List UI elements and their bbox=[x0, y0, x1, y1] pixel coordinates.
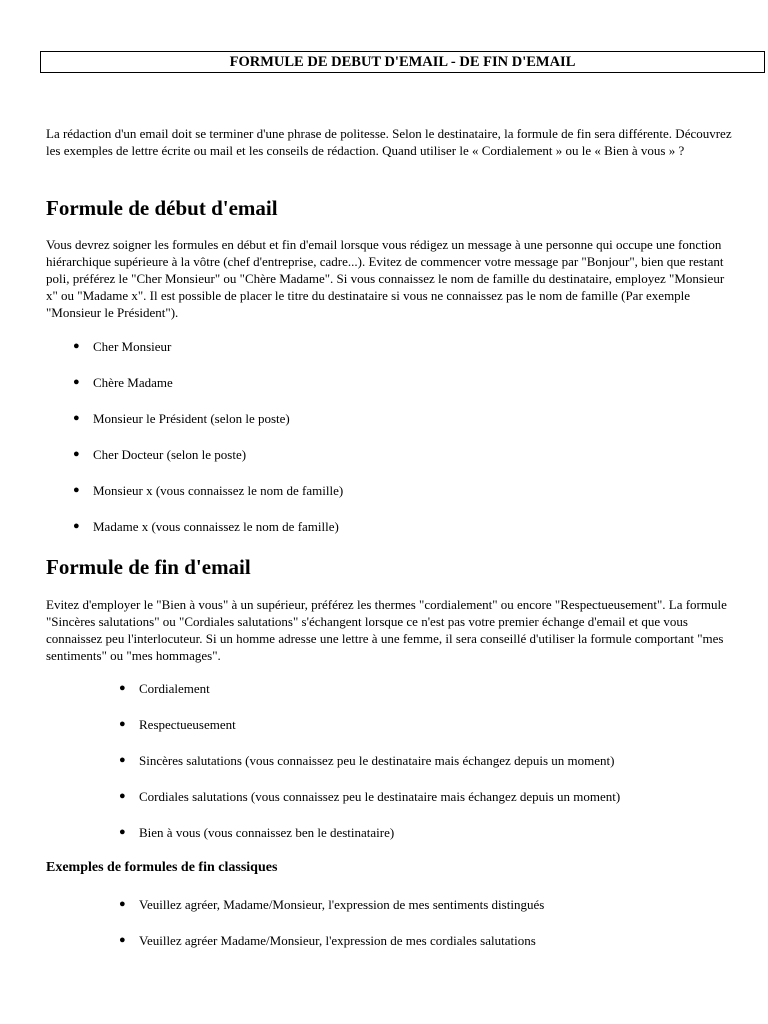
paragraph-formule-fin: Evitez d'employer le "Bien à vous" à un supérieur, préférez les thermes "cordialement" ou encore "Respectueusement". La formule "Sincères salutations" ou "Cordiales salutations" s'échangent lorsque ce n'est pas votre premier échange d'email et que vous connaissez peu l'interlocuteur. Si un homme adresse une lettre à une femme, il sera conseillé d'utiliser la formule comportant "mes sentiments" ou "mes hommages". bbox=[46, 597, 727, 663]
bullet-icon: ● bbox=[73, 412, 80, 424]
bullet-icon: ● bbox=[119, 682, 126, 694]
list-item bbox=[119, 680, 620, 716]
bullet-icon: ● bbox=[119, 934, 126, 946]
bullet-icon: ● bbox=[73, 340, 80, 352]
paragraph-formule-debut: Vous devrez soigner les formules en début et fin d'email lorsque vous rédigez un message à une personne qui occupe une fonction hiérarchique supérieure à la vôtre (chef d'entreprise, cadre...). Evitez de commencer votre message par "Bonjour", bien que restant poli, préférez le "Cher Monsieur" ou "Chère Madame". Si vous connaissez le nom de famille du destinataire, employez "Monsieur x" ou "Madame x". Il est possible de placer le titre du destinataire si vous ne connaissez pas le nom de famille (Par exemple "Monsieur le Président"). bbox=[46, 237, 725, 320]
bullet-icon: ● bbox=[119, 898, 126, 910]
list-item-text: Sincères salutations (vous connaissez peu le destinataire mais échangez depuis un moment) bbox=[139, 753, 615, 768]
list-item bbox=[73, 482, 344, 518]
list-item bbox=[119, 824, 620, 860]
heading-formule-fin: Formule de fin d'email bbox=[46, 555, 251, 579]
bullet-icon: ● bbox=[119, 718, 126, 730]
list-item-text: Respectueusement bbox=[139, 717, 236, 732]
list-item-text: Veuillez agréer Madame/Monsieur, l'expression de mes cordiales salutations bbox=[139, 933, 536, 948]
heading-exemples: Exemples de formules de fin classiques bbox=[46, 860, 278, 875]
bullet-icon: ● bbox=[73, 484, 80, 496]
list-item bbox=[119, 716, 620, 752]
heading-formule-debut: Formule de début d'email bbox=[46, 196, 278, 220]
list-formule-fin bbox=[119, 680, 621, 860]
list-item bbox=[73, 518, 343, 554]
list-exemples bbox=[119, 896, 545, 968]
list-item-text: Cordiales salutations (vous connaissez peu le destinataire mais échangez depuis un moment) bbox=[139, 789, 621, 804]
intro-paragraph: La rédaction d'un email doit se terminer d'une phrase de politesse. Selon le destinataire, la formule de fin sera différente. Découvrez les exemples de lettre écrite ou mail et les conseils de rédaction. Quand utiliser le « Cordialement » ou le « Bien à vous » ? bbox=[46, 126, 732, 158]
list-item bbox=[73, 446, 343, 482]
bullet-icon: ● bbox=[119, 754, 126, 766]
list-item-text: Chère Madame bbox=[93, 375, 173, 390]
list-item-text: Cordialement bbox=[139, 681, 210, 696]
list-item bbox=[73, 410, 343, 446]
list-item bbox=[119, 788, 621, 824]
bullet-icon: ● bbox=[73, 520, 80, 532]
list-item-text: Monsieur x (vous connaissez le nom de famille) bbox=[93, 483, 344, 498]
list-item-text: Madame x (vous connaissez le nom de famille) bbox=[93, 519, 339, 534]
list-item-text: Bien à vous (vous connaissez ben le destinataire) bbox=[139, 825, 395, 840]
document-title: FORMULE DE DEBUT D'EMAIL - DE FIN D'EMAIL bbox=[40, 51, 765, 73]
list-item-text: Monsieur le Président (selon le poste) bbox=[93, 411, 290, 426]
list-item bbox=[73, 338, 343, 374]
list-item bbox=[119, 932, 544, 968]
bullet-icon: ● bbox=[73, 376, 80, 388]
list-item-text: Veuillez agréer, Madame/Monsieur, l'expression de mes sentiments distingués bbox=[139, 897, 545, 912]
bullet-icon: ● bbox=[73, 448, 80, 460]
list-item-text: Cher Docteur (selon le poste) bbox=[93, 447, 247, 462]
list-formule-debut bbox=[73, 338, 344, 554]
list-item bbox=[119, 752, 620, 788]
list-item bbox=[73, 374, 343, 410]
list-item bbox=[119, 896, 545, 932]
bullet-icon: ● bbox=[119, 826, 126, 838]
list-item-text: Cher Monsieur bbox=[93, 339, 172, 354]
bullet-icon: ● bbox=[119, 790, 126, 802]
